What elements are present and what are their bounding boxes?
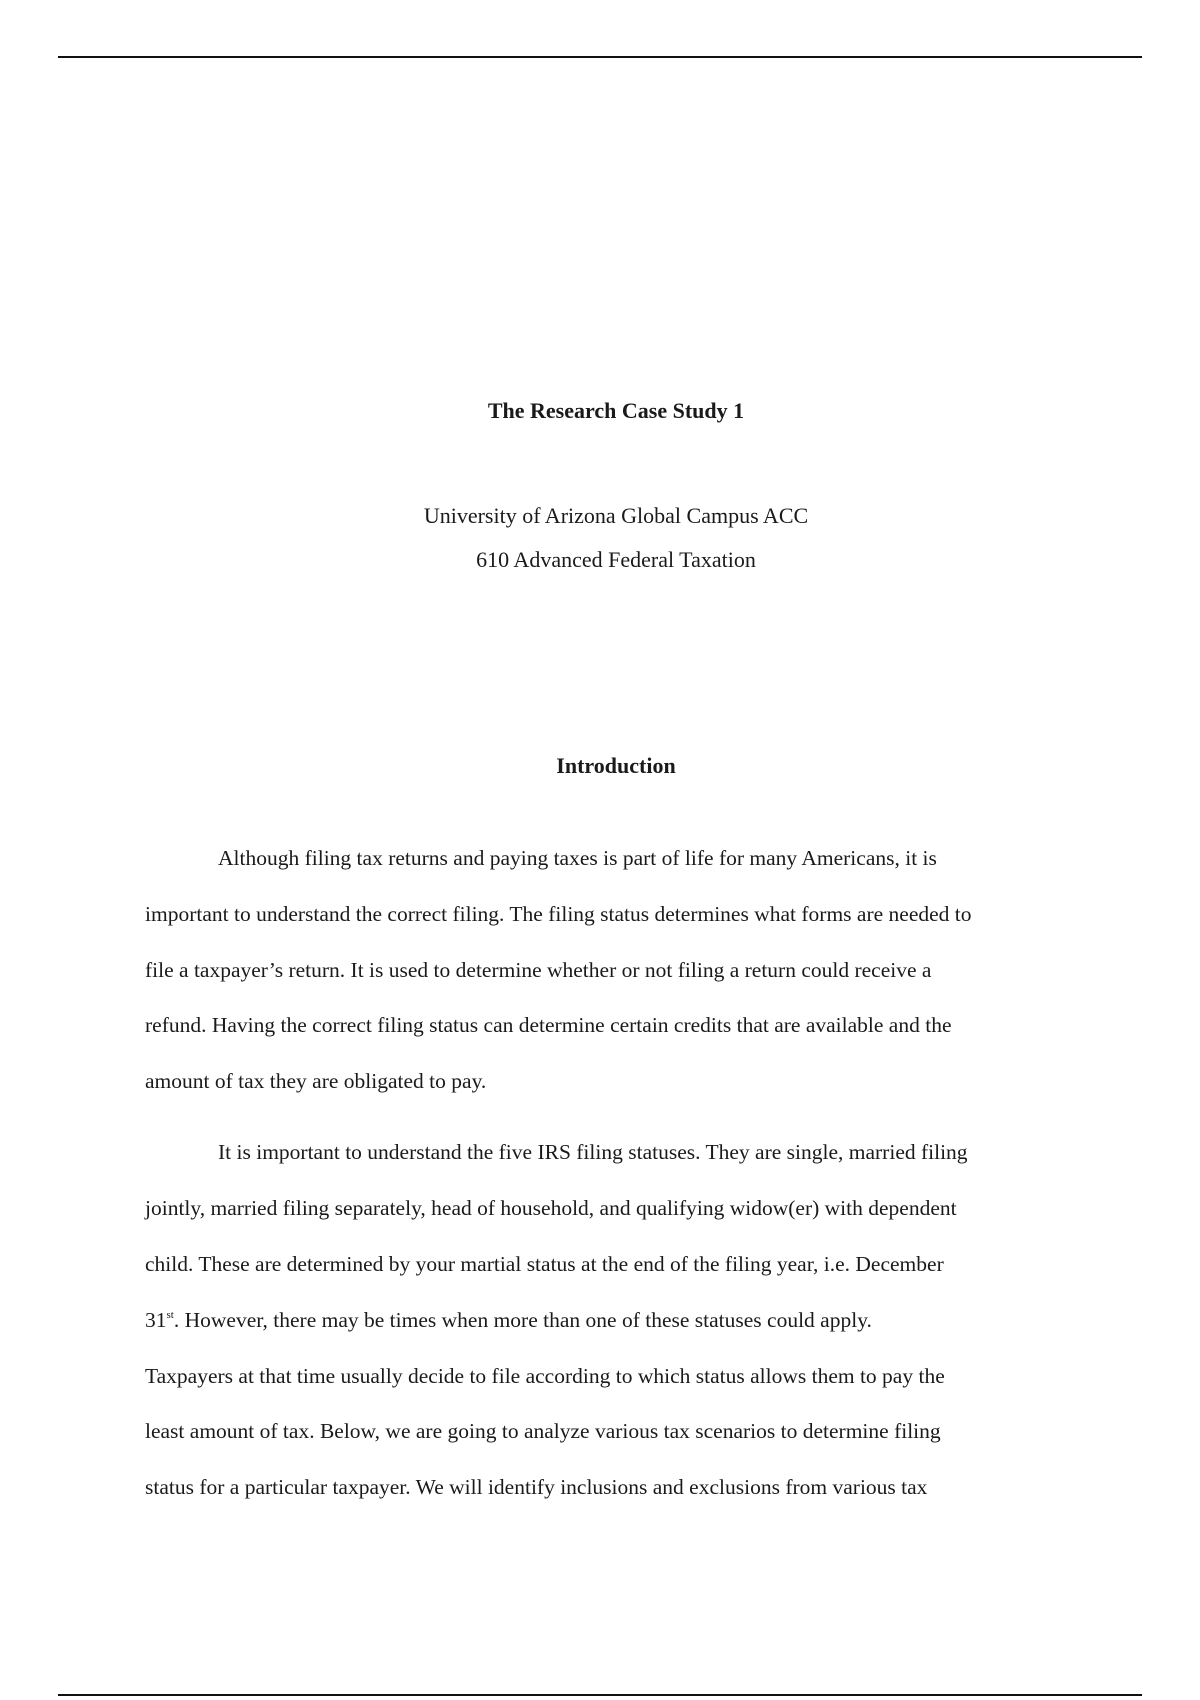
paragraph-2-line-6: least amount of tax. Below, we are going to analyze various tax scenarios to determine filing [145, 1419, 941, 1443]
paragraph-1-line-2: important to understand the correct filing. The filing status determines what forms are needed to [145, 902, 972, 926]
paragraph-1-line-1: Although filing tax returns and paying taxes is part of life for many Americans, it is [218, 846, 937, 870]
paragraph-2-line-3: child. These are determined by your martial status at the end of the filing year, i.e. December [145, 1252, 944, 1276]
affiliation-line-2: 610 Advanced Federal Taxation [476, 547, 756, 572]
document-title: The Research Case Study 1 [487, 398, 745, 423]
date-day: 31 [145, 1308, 167, 1332]
paragraph-2-line-1: It is important to understand the five IRS filing statuses. They are single, married filing [218, 1140, 968, 1164]
paragraph-2-line-4-date [145, 1308, 872, 1333]
paragraph-2-line-5: Taxpayers at that time usually decide to file according to which status allows them to pay the [145, 1364, 945, 1388]
paragraph-2-line-2: jointly, married filing separately, head of household, and qualifying widow(er) with dependent [145, 1196, 957, 1220]
section-heading-introduction: Introduction [556, 753, 676, 778]
paragraph-2-line-7: status for a particular taxpayer. We will identify inclusions and exclusions from various tax [145, 1475, 928, 1499]
date-ordinal-suffix: st [166, 1309, 174, 1321]
paragraph-1-line-4: refund. Having the correct filing status can determine certain credits that are available and the [145, 1013, 952, 1037]
top-page-rule [58, 56, 1142, 58]
date-line-rest: . However, there may be times when more than one of these statuses could apply. [173, 1308, 872, 1332]
paragraph-1-line-5: amount of tax they are obligated to pay. [145, 1069, 487, 1093]
affiliation-line-1: University of Arizona Global Campus ACC [423, 503, 809, 528]
paragraph-1-line-3: file a taxpayer’s return. It is used to determine whether or not filing a return could receive a [145, 958, 932, 982]
bottom-page-rule [58, 1694, 1142, 1696]
